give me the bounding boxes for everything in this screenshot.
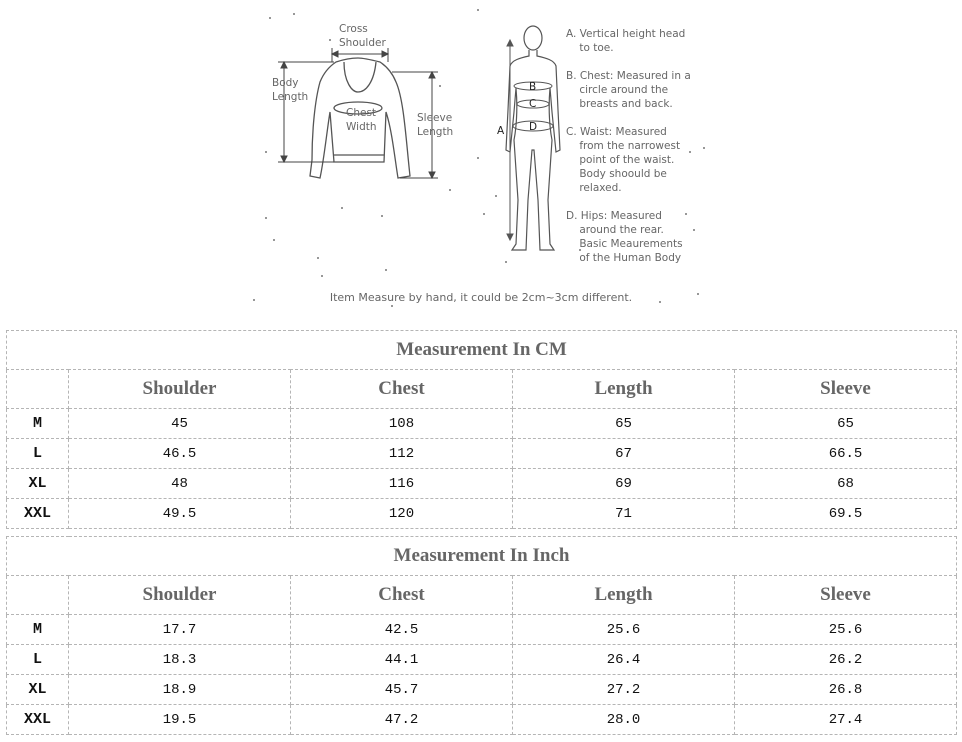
chest-value: 120 <box>291 499 513 529</box>
column-header-chest: Chest <box>291 576 513 615</box>
length-value: 65 <box>513 409 735 439</box>
sleeve-value: 27.4 <box>735 705 957 735</box>
column-header-shoulder: Shoulder <box>69 576 291 615</box>
length-value: 67 <box>513 439 735 469</box>
shoulder-value: 18.9 <box>69 675 291 705</box>
measurement-table-cm <box>6 330 957 529</box>
table-row <box>7 499 957 529</box>
cross-shoulder-label: Cross Shoulder <box>339 23 386 49</box>
human-body-illustration <box>506 26 560 250</box>
size-label: L <box>7 645 69 675</box>
marker-a: A <box>497 125 505 137</box>
shoulder-value: 46.5 <box>69 439 291 469</box>
table-row <box>7 645 957 675</box>
column-header-length: Length <box>513 576 735 615</box>
chest-value: 108 <box>291 409 513 439</box>
instruction-d: D. Hips: Measured around the rear. Basic Meaurements of the Human Body <box>566 210 683 264</box>
shoulder-value: 18.3 <box>69 645 291 675</box>
chest-value: 45.7 <box>291 675 513 705</box>
measurement-illustration <box>0 0 962 322</box>
instruction-a: A. Vertical height head to toe. <box>566 28 686 54</box>
marker-c: C <box>529 98 537 110</box>
length-value: 71 <box>513 499 735 529</box>
sleeve-value: 66.5 <box>735 439 957 469</box>
column-header-chest: Chest <box>291 370 513 409</box>
shoulder-value: 45 <box>69 409 291 439</box>
sleeve-value: 25.6 <box>735 615 957 645</box>
table-row <box>7 675 957 705</box>
size-label: XL <box>7 469 69 499</box>
shoulder-value: 48 <box>69 469 291 499</box>
sleeve-value: 68 <box>735 469 957 499</box>
length-value: 26.4 <box>513 645 735 675</box>
instruction-c: C. Waist: Measured from the narrowest point of the waist. Body shoould be relaxed. <box>566 126 681 194</box>
measurement-note: Item Measure by hand, it could be 2cm~3cm different. <box>329 291 633 304</box>
table-header-row <box>7 370 957 409</box>
size-label: M <box>7 615 69 645</box>
table-header-row <box>7 576 957 615</box>
length-value: 69 <box>513 469 735 499</box>
column-header-shoulder: Shoulder <box>69 370 291 409</box>
measurement-diagram <box>0 0 962 322</box>
sleeve-value: 69.5 <box>735 499 957 529</box>
sleeve-value: 26.2 <box>735 645 957 675</box>
sleeve-length-label: Sleeve Length <box>417 112 454 138</box>
size-label: L <box>7 439 69 469</box>
measurement-table-inch <box>6 536 957 735</box>
table-row <box>7 439 957 469</box>
table-row <box>7 469 957 499</box>
chest-width-label: Chest Width <box>346 107 377 133</box>
sleeve-value: 26.8 <box>735 675 957 705</box>
size-label: M <box>7 409 69 439</box>
shoulder-value: 19.5 <box>69 705 291 735</box>
column-header-sleeve: Sleeve <box>735 370 957 409</box>
chest-value: 116 <box>291 469 513 499</box>
table-row <box>7 615 957 645</box>
length-value: 27.2 <box>513 675 735 705</box>
body-length-label: Body Length <box>272 77 309 103</box>
column-header-sleeve: Sleeve <box>735 576 957 615</box>
chest-value: 42.5 <box>291 615 513 645</box>
sleeve-value: 65 <box>735 409 957 439</box>
shoulder-value: 17.7 <box>69 615 291 645</box>
table-title: Measurement In CM <box>7 331 957 370</box>
size-label: XXL <box>7 705 69 735</box>
marker-d: D <box>529 121 538 133</box>
length-value: 28.0 <box>513 705 735 735</box>
chest-value: 47.2 <box>291 705 513 735</box>
chest-value: 112 <box>291 439 513 469</box>
marker-b: B <box>529 81 537 93</box>
table-row <box>7 409 957 439</box>
table-title: Measurement In Inch <box>7 537 957 576</box>
column-header-length: Length <box>513 370 735 409</box>
chest-value: 44.1 <box>291 645 513 675</box>
shoulder-value: 49.5 <box>69 499 291 529</box>
length-value: 25.6 <box>513 615 735 645</box>
instruction-b: B. Chest: Measured in a circle around the breasts and back. <box>566 70 691 110</box>
size-label: XL <box>7 675 69 705</box>
header-corner <box>7 576 69 615</box>
header-corner <box>7 370 69 409</box>
size-label: XXL <box>7 499 69 529</box>
table-row <box>7 705 957 735</box>
